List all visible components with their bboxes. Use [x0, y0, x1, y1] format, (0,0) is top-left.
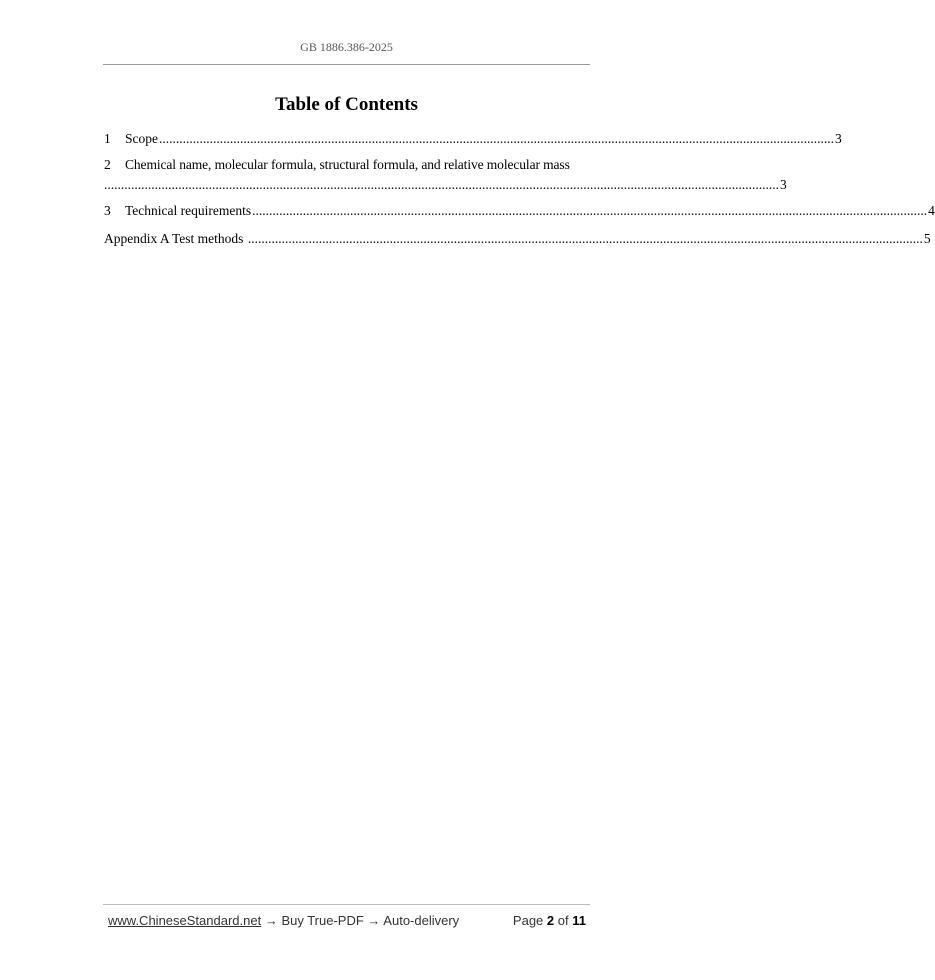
page-title: Table of Contents	[275, 94, 418, 115]
footer-promo-text: → Buy True-PDF → Auto-delivery	[264, 913, 460, 928]
toc-leader-dots: ........................................................................................................................................................................................................	[252, 203, 928, 218]
toc-entry-label: Appendix A Test methods	[104, 231, 244, 246]
toc-entry-page: 5	[923, 231, 931, 246]
header-divider	[103, 64, 590, 65]
table-of-contents	[104, 131, 935, 247]
total-pages: 11	[572, 913, 586, 928]
toc-leader-dots: ........................................................................................................................................................................................................	[244, 231, 923, 246]
toc-entry-label: Chemical name, molecular formula, structural formula, and relative molecular mass	[125, 157, 570, 172]
toc-entry-label: Scope	[125, 131, 158, 146]
page-word: Page	[512, 913, 544, 928]
of-word: of	[557, 913, 569, 928]
toc-entry-appendix-a[interactable]	[104, 231, 931, 247]
site-link[interactable]: www.ChineseStandard.net	[108, 913, 262, 928]
footer-promo	[108, 913, 459, 928]
footer-divider	[103, 904, 590, 905]
toc-entry-chemical-name[interactable]	[104, 157, 787, 203]
running-header: GB 1886.386-2025	[300, 40, 393, 54]
toc-leader-dots: ........................................................................................................................................................................................................	[104, 177, 779, 192]
toc-entry-page: 4	[928, 203, 935, 218]
toc-entry-label: Technical requirements	[125, 203, 252, 218]
page-footer	[108, 913, 586, 928]
toc-entry-technical-requirements[interactable]	[104, 203, 935, 231]
toc-entry-scope[interactable]	[104, 131, 842, 157]
current-page: 2	[546, 913, 555, 928]
toc-leader-dots: ........................................................................................................................................................................................................	[159, 131, 834, 146]
toc-entry-number: 2	[104, 157, 111, 172]
toc-entry-page: 3	[780, 177, 787, 192]
toc-entry-page: 3	[835, 131, 842, 146]
page-counter	[513, 913, 586, 928]
toc-entry-number: 3	[104, 203, 111, 218]
toc-entry-number: 1	[104, 131, 111, 146]
